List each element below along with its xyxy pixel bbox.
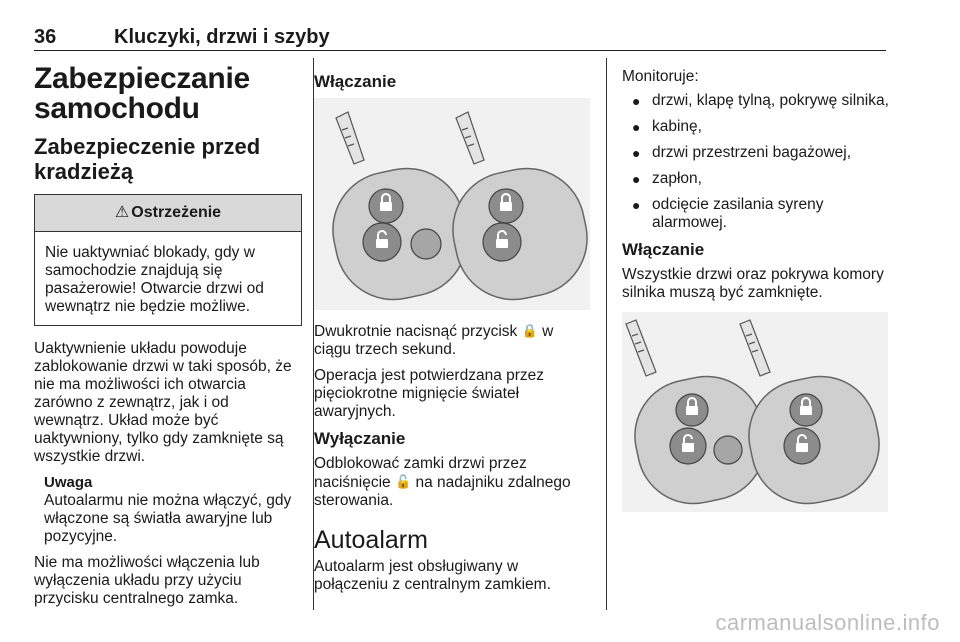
heading-activation: Włączanie	[314, 72, 397, 91]
paragraph-unlock: Odblokować zamki drzwi przez naciśnięcie 🔓 na nadajniku zdalnego sterowania.	[314, 455, 571, 509]
subsection-title: Zabezpieczenie przed kradzieżą	[34, 134, 261, 184]
page-number: 36	[34, 26, 57, 48]
note-block	[34, 474, 302, 546]
heading-autoalarm: Autoalarm	[314, 526, 428, 554]
unlock-symbol-icon	[376, 239, 388, 248]
unlock-symbol-icon	[796, 443, 808, 452]
bullet-icon: ●	[632, 145, 641, 161]
unlock-symbol-icon	[682, 443, 694, 452]
column-divider-2	[606, 58, 607, 610]
lock-symbol-icon	[380, 202, 392, 211]
paragraph-autoalarm: Autoalarm jest obsługiwany w połączeniu z centralnym zamkiem.	[314, 558, 551, 593]
column-middle	[314, 60, 594, 602]
bullet-icon: ●	[632, 171, 641, 187]
list-item: ● kabinę,	[632, 118, 702, 135]
paragraph-activation: Uaktywnienie układu powoduje zablokowanie drzwi w taki sposób, że nie ma możliwości ich otwarcia zarówno z zewnątrz, jak i od wewnątrz. Układ może być uaktywniony, tylko gdy zamknięte są wszystkie drzwi.	[34, 340, 292, 465]
trunk-button	[411, 229, 441, 259]
list-item: ● odcięcie zasilania syreny alarmowej.	[632, 196, 824, 231]
monitor-intro: Monitoruje:	[622, 68, 699, 85]
remote-key-fob-image-2	[622, 312, 888, 512]
lock-symbol-icon	[800, 406, 812, 415]
paragraph-central-lock: Nie ma możliwości włączenia lub wyłączenia układu przy użyciu przycisku centralnego zamka.	[34, 554, 260, 607]
note-body: Autoalarmu nie można włączyć, gdy włączone są światła awaryjne lub pozycyjne.	[44, 492, 292, 545]
warning-body: Nie uaktywniać blokady, gdy w samochodzie znajdują się pasażerowie! Otwarcie drzwi od wewnątrz nie będzie możliwe.	[45, 244, 264, 315]
list-item: ● drzwi, klapę tylną, pokrywę silnika,	[632, 92, 889, 109]
note-title: Uwaga	[44, 474, 93, 491]
lock-symbol-icon	[500, 202, 512, 211]
monitored-list	[622, 92, 892, 232]
warning-title: Ostrzeżenie	[131, 204, 222, 221]
warning-header	[35, 195, 301, 232]
list-item: ● zapłon,	[632, 170, 702, 187]
paragraph-double-press: Dwukrotnie nacisnąć przycisk 🔒 w ciągu trzech sekund.	[314, 323, 554, 358]
warning-icon: ⚠	[114, 204, 130, 221]
column-right	[622, 60, 892, 512]
lock-icon: 🔒	[521, 323, 538, 338]
paragraph-confirmation: Operacja jest potwierdzana przez pięciokrotne mignięcie świateł awaryjnych.	[314, 367, 545, 420]
section-title: Zabezpieczanie samochodu	[34, 62, 250, 125]
bullet-icon: ●	[632, 197, 641, 213]
warning-box	[34, 194, 302, 326]
chapter-title: Kluczyki, drzwi i szyby	[114, 26, 330, 48]
paragraph-closed-doors: Wszystkie drzwi oraz pokrywa komory silnika muszą być zamknięte.	[622, 266, 884, 301]
heading-activation-2: Włączanie	[622, 240, 705, 259]
unlock-icon: 🔓	[395, 474, 412, 489]
heading-deactivation: Wyłączanie	[314, 429, 406, 448]
lock-symbol-icon	[686, 406, 698, 415]
bullet-icon: ●	[632, 93, 641, 109]
list-item: ● drzwi przestrzeni bagażowej,	[632, 144, 852, 161]
remote-key-fob-image-1	[314, 98, 590, 310]
page-header	[34, 24, 886, 51]
watermark: carmanualsonline.info	[715, 610, 940, 635]
column-left	[34, 60, 302, 616]
bullet-icon: ●	[632, 119, 641, 135]
unlock-symbol-icon	[496, 239, 508, 248]
